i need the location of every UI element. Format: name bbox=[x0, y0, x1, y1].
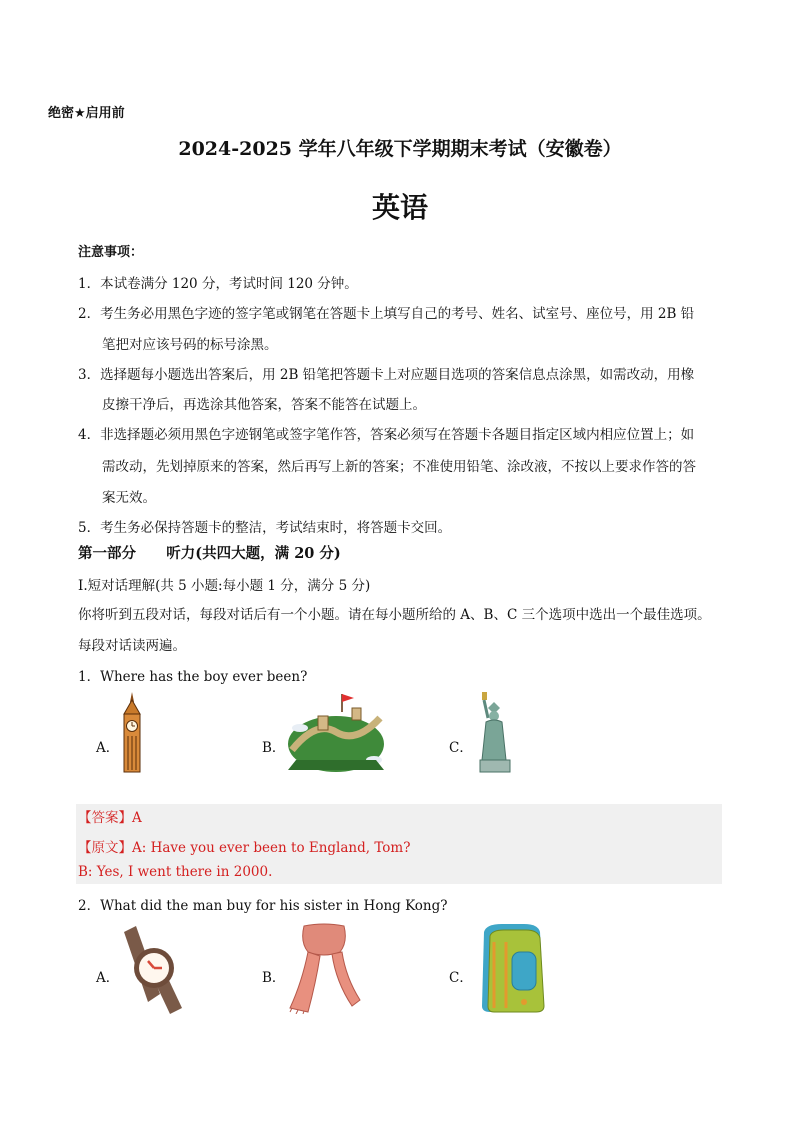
exam-title: 2024-2025 学年八年级下学期期末考试（安徽卷） bbox=[178, 138, 622, 160]
part1-heading: 第一部分 听力(共四大题，满 20 分) bbox=[78, 545, 341, 562]
notice-line: 5．考生务必保持答题卡的整洁，考试结束时，将答题卡交回。 bbox=[78, 520, 452, 536]
notice-line: 需改动，先划掉原来的答案，然后再写上新的答案；不准使用铅笔、涂改液，不按以上要求作答的答 bbox=[102, 459, 696, 475]
transcript-line-1 bbox=[78, 836, 410, 856]
notices-heading: 注意事项： bbox=[78, 245, 144, 260]
q2-option-a-label: A． bbox=[96, 970, 120, 986]
big-ben-icon bbox=[118, 692, 146, 774]
question-2: 2．What did the man buy for his sister in Hong Kong? bbox=[78, 898, 448, 914]
backpack-icon bbox=[472, 922, 552, 1014]
transcript-label: 【原文】 bbox=[78, 840, 132, 856]
watch-icon bbox=[118, 924, 188, 1014]
q2-option-b-label: B． bbox=[262, 970, 286, 986]
answer-value: A bbox=[132, 810, 142, 826]
section-title: I.短对话理解(共 5 小题:每小题 1 分，满分 5 分) bbox=[78, 578, 371, 594]
answer-label: 【答案】 bbox=[78, 810, 132, 826]
q2-option-c-label: C． bbox=[449, 970, 473, 986]
notice-line: 案无效。 bbox=[102, 490, 156, 506]
question-1: 1．Where has the boy ever been? bbox=[78, 669, 308, 685]
notice-line: 1．本试卷满分 120 分，考试时间 120 分钟。 bbox=[78, 276, 358, 292]
q1-option-b-label: B． bbox=[262, 740, 286, 756]
instruction-line: 每段对话读两遍。 bbox=[78, 638, 186, 654]
q1-option-a-label: A． bbox=[96, 740, 120, 756]
answer-line bbox=[78, 806, 142, 826]
scarf-icon bbox=[286, 922, 362, 1014]
great-wall-icon bbox=[286, 690, 386, 774]
subject-title: 英语 bbox=[371, 191, 428, 224]
confidential-mark: 绝密★启用前 bbox=[48, 106, 125, 121]
notice-line: 皮擦干净后，再选涂其他答案，答案不能答在试题上。 bbox=[102, 397, 426, 413]
notice-line: 3．选择题每小题选出答案后，用 2B 铅笔把答题卡上对应题目选项的答案信息点涂黑，如需改动，用橡 bbox=[78, 367, 695, 383]
notice-line: 4．非选择题必须用黑色字迹钢笔或签字笔作答，答案必须写在答题卡各题目指定区域内相应位置上；如 bbox=[78, 427, 695, 443]
statue-of-liberty-icon bbox=[472, 690, 518, 774]
notice-line: 笔把对应该号码的标号涂黑。 bbox=[102, 337, 278, 353]
transcript-line-2: B: Yes, I went there in 2000. bbox=[78, 864, 273, 880]
notice-line: 2．考生务必用黑色字迹的签字笔或钢笔在答题卡上填写自己的考号、姓名、试室号、座位号，用 2B 铅 bbox=[78, 306, 695, 322]
transcript-text: A: Have you ever been to England, Tom? bbox=[132, 840, 411, 856]
q1-option-c-label: C． bbox=[449, 740, 473, 756]
instruction-line: 你将听到五段对话，每段对话后有一个小题。请在每小题所给的 A、B、C 三个选项中选出一个最佳选项。 bbox=[78, 607, 711, 623]
